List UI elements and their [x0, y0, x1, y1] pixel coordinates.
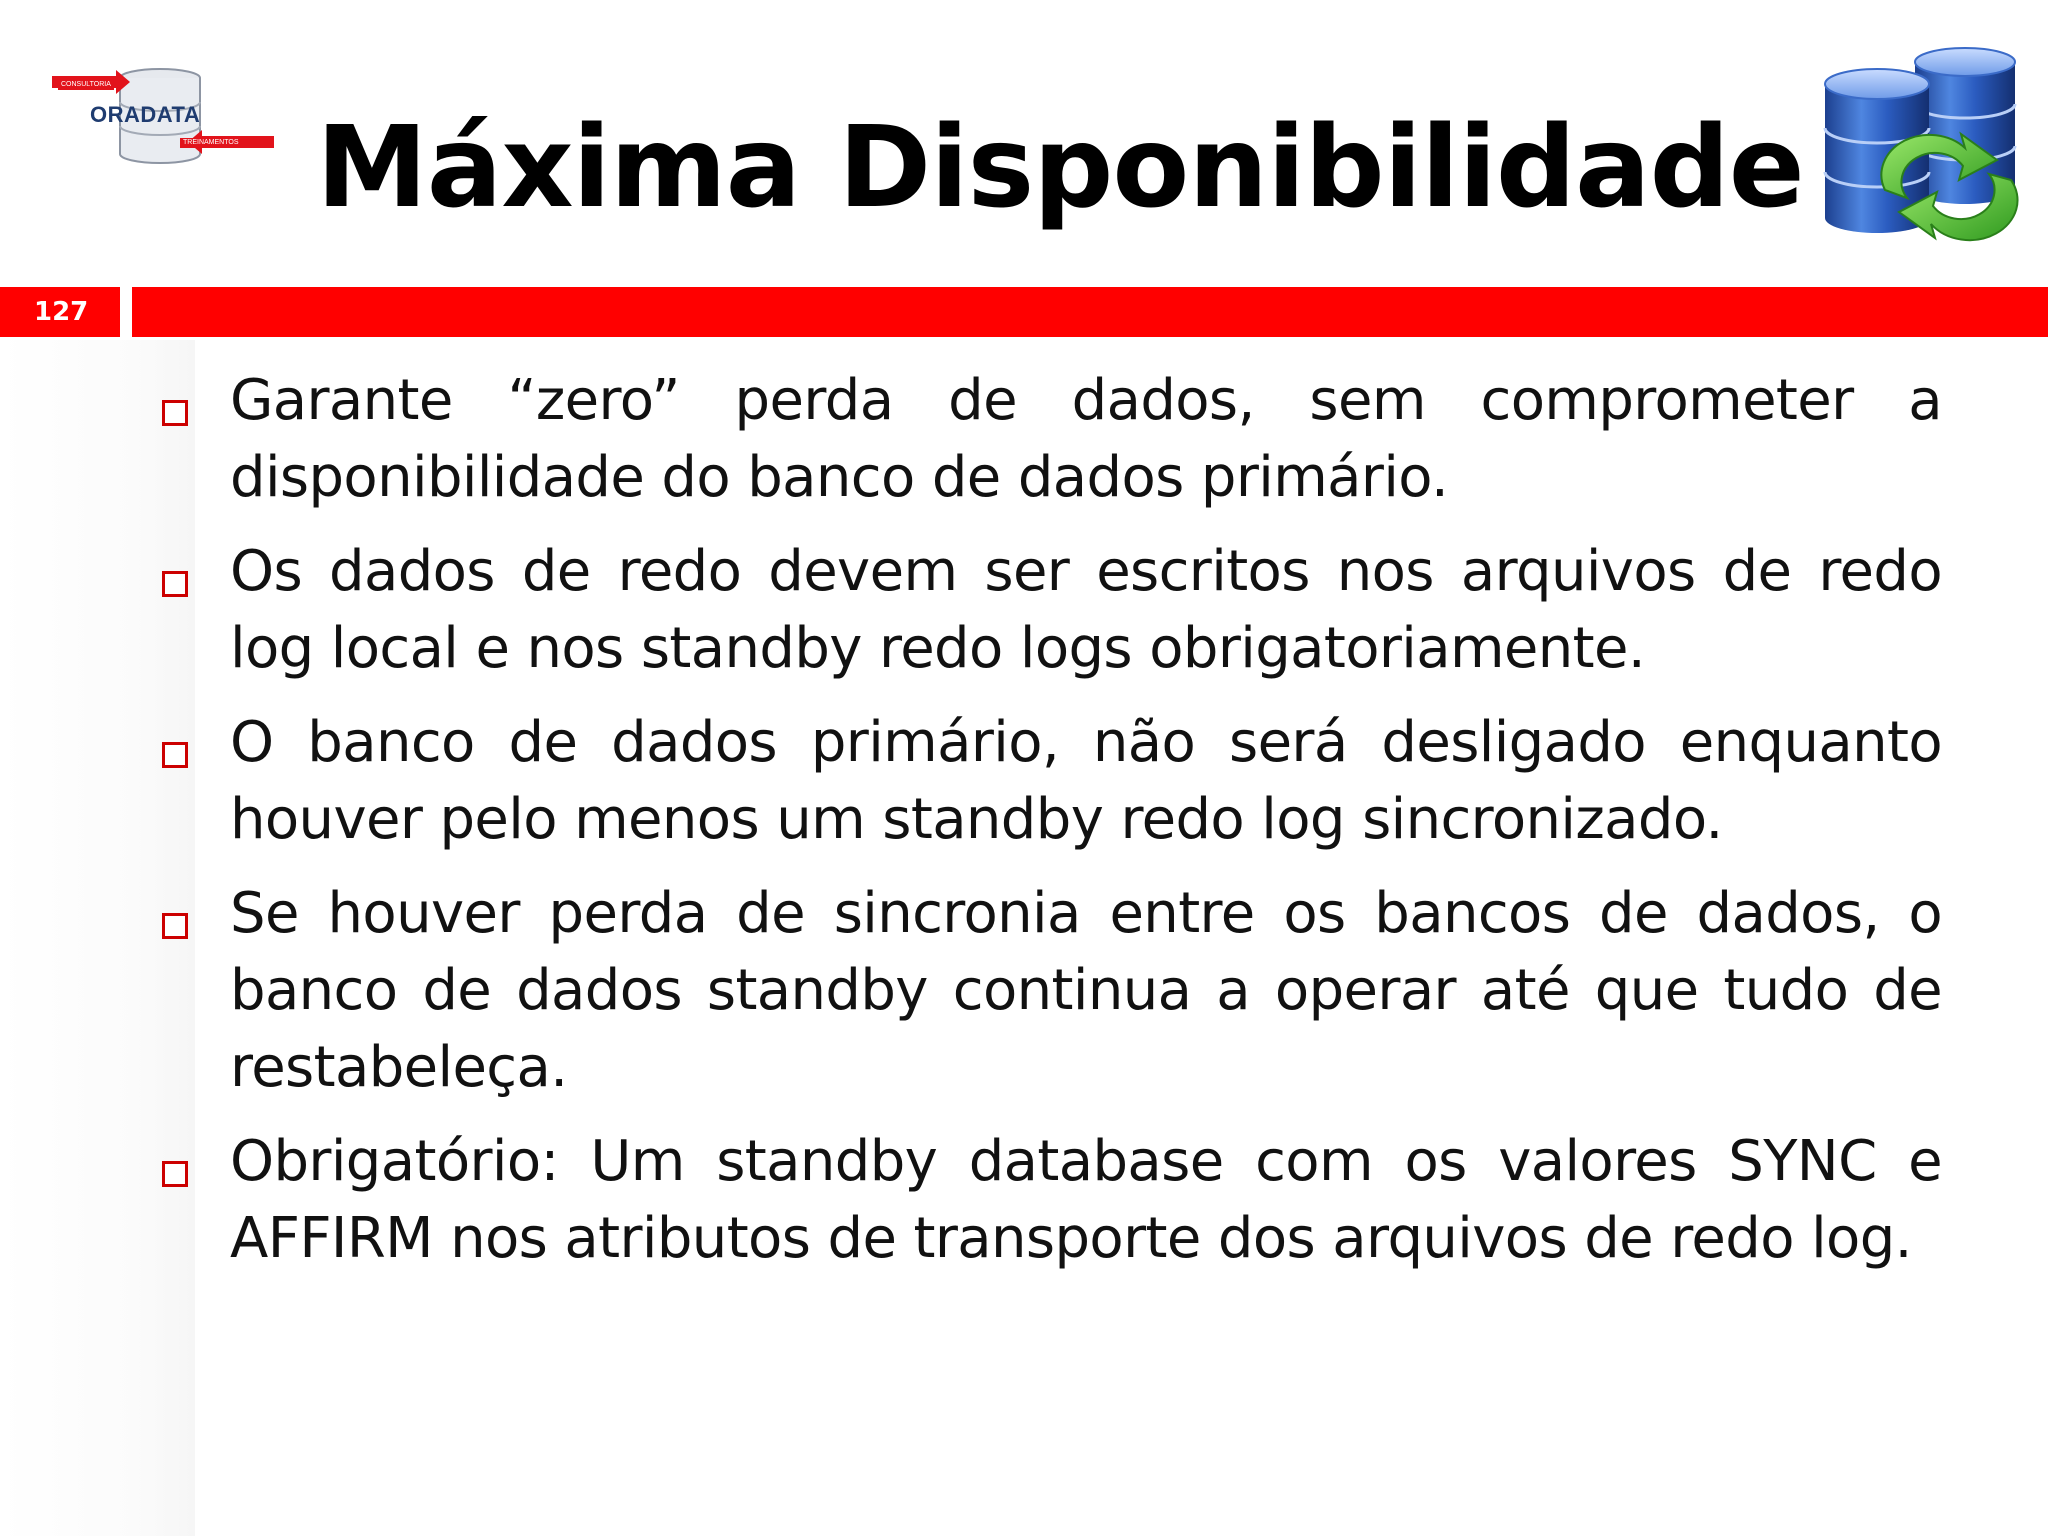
- list-item: [160, 875, 1942, 1106]
- bullet-text: Garante “zero” perda de dados, sem comprometer a disponibilidade do banco de dados primário.: [230, 368, 1942, 510]
- bullet-list: [160, 362, 1942, 1294]
- database-sync-icon: [1815, 40, 2030, 250]
- oradata-logo: [52, 62, 274, 170]
- logo-consultoria-label: CONSULTORIA: [58, 80, 114, 90]
- square-bullet-icon: [162, 571, 188, 597]
- bullet-text: Obrigatório: Um standby database com os valores SYNC e AFFIRM nos atributos de transporte dos arquivos de redo log.: [230, 1129, 1942, 1271]
- square-bullet-icon: [162, 913, 188, 939]
- bullet-text: Se houver perda de sincronia entre os bancos de dados, o banco de dados standby continua a operar até que tudo de restabeleça.: [230, 881, 1942, 1100]
- list-item: [160, 533, 1942, 687]
- slide-number: 127: [0, 287, 120, 337]
- square-bullet-icon: [162, 742, 188, 768]
- square-bullet-icon: [162, 1161, 188, 1187]
- page-title: Máxima Disponibilidade: [316, 103, 1804, 233]
- list-item: [160, 704, 1942, 858]
- header-divider-bar: [132, 287, 2048, 337]
- square-bullet-icon: [162, 400, 188, 426]
- logo-name: ORADATA: [90, 102, 201, 127]
- logo-treinamentos-label: TREINAMENTOS: [180, 138, 242, 148]
- list-item: [160, 362, 1942, 516]
- bullet-text: Os dados de redo devem ser escritos nos arquivos de redo log local e nos standby redo logs obrigatoriamente.: [230, 539, 1942, 681]
- list-item: [160, 1123, 1942, 1277]
- bullet-text: O banco de dados primário, não será desligado enquanto houver pelo menos um standby redo log sincronizado.: [230, 710, 1942, 852]
